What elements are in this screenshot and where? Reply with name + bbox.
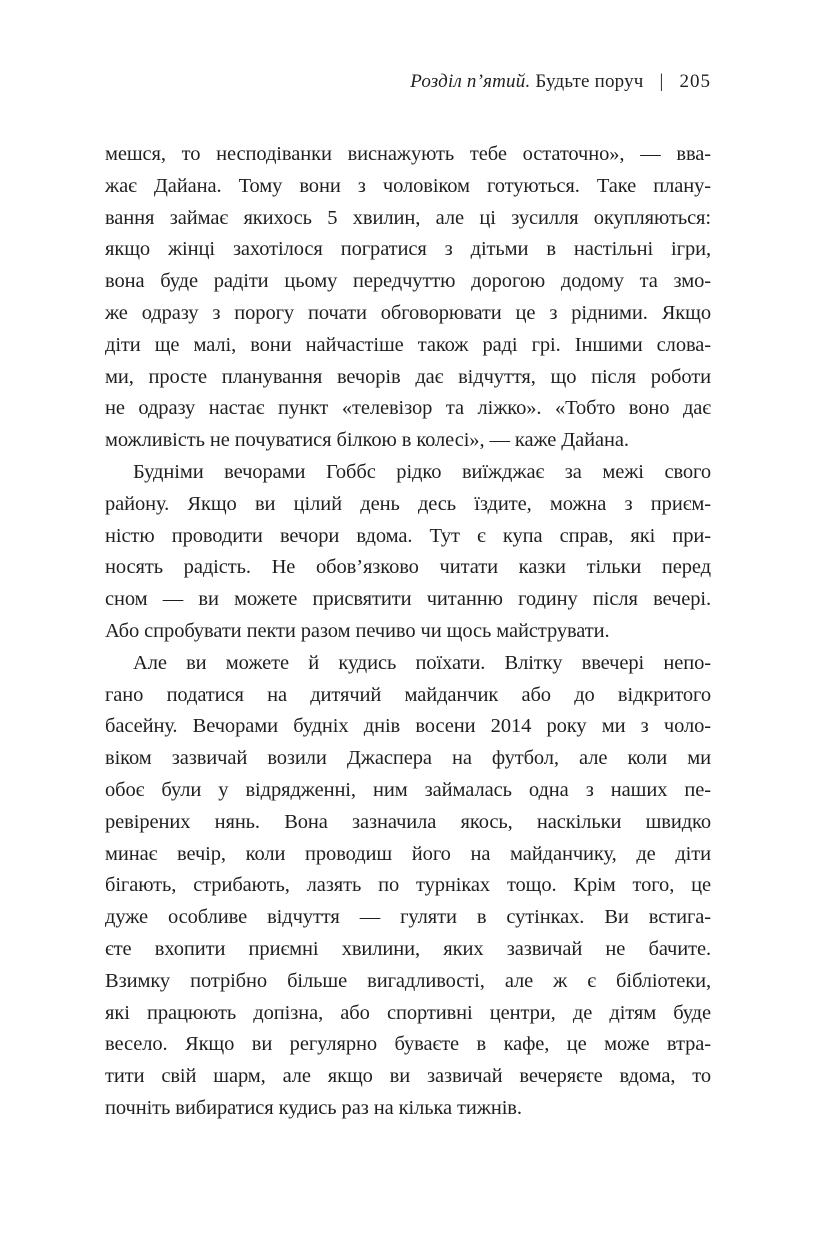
text-line: же одразу з порогу почати обговорювати це з рідними. Якщо [105, 301, 711, 324]
text-line: обоє були у відрядженні, ним займалась одна з наших пе- [105, 778, 711, 801]
text-line: весело. Якщо ви регулярно буваєте в кафе, це може втра- [105, 1033, 711, 1056]
text-line: єте вхопити приємні хвилини, яких зазвичай не бачите. [105, 937, 711, 960]
text-line: ревірених нянь. Вона зазначила якось, наскільки швидко [105, 810, 711, 833]
text-line: вона буде радіти цьому передчуттю дорогою додому та змо- [105, 270, 711, 293]
page-content [105, 0, 711, 1125]
text-line: якщо жінці захотілося погратися з дітьми в настільні ігри, [105, 238, 711, 261]
text-line: діти ще малі, вони найчастіше також раді грі. Іншими слова- [105, 333, 711, 356]
text-line: Будніми вечорами Гоббс рідко виїжджає за межі свого [133, 460, 711, 483]
text-line: не одразу настає пункт «телевізор та ліжко». «Тобто воно дає [105, 397, 711, 420]
section-title: Будьте поруч [535, 71, 644, 92]
chapter-title: Розділ п’ятий. [410, 71, 531, 92]
text-line: минає вечір, коли проводиш його на майданчику, де діти [105, 842, 711, 865]
text-line: жає Дайана. Тому вони з чоловіком готуються. Таке плану- [105, 174, 711, 197]
header-divider: | [659, 71, 664, 92]
text-line: можливість не почуватися білкою в колесі», — каже Дайана. [105, 429, 629, 452]
text-line: бігають, стрибають, лазять по турніках тощо. Крім того, це [105, 874, 711, 897]
text-line: басейну. Вечорами будніх днів восени 2014 року ми з чоло- [105, 715, 711, 738]
text-line: дуже особливе відчуття — гуляти в сутінках. Ви встига- [105, 906, 711, 929]
text-line: тити свій шарм, але якщо ви зазвичай вечеряєте вдома, то [105, 1065, 711, 1088]
text-line: сном — ви можете присвятити читанню годину після вечері. [105, 588, 711, 611]
text-line: почніть вибиратися кудись раз на кілька тижнів. [105, 1096, 522, 1119]
text-line: мешся, то несподіванки виснажують тебе остаточно», — вва- [105, 143, 711, 165]
text-line: гано податися на дитячий майданчик або до відкритого [105, 683, 711, 706]
text-line: Або спробувати пекти разом печиво чи щось майструвати. [105, 619, 610, 642]
page-number: 205 [679, 71, 711, 92]
body-text [105, 139, 711, 1125]
text-line: району. Якщо ви цілий день десь їздите, можна з приєм- [105, 492, 711, 515]
running-header [105, 70, 711, 94]
text-line: носять радість. Не обов’язково читати казки тільки перед [105, 556, 711, 579]
text-line: віком зазвичай возили Джаспера на футбол, але коли ми [105, 747, 711, 770]
text-line: Але ви можете й кудись поїхати. Влітку ввечері непо- [133, 651, 711, 674]
text-line: Взимку потрібно більше вигадливості, але ж є бібліотеки, [105, 969, 711, 992]
text-line: які працюють допізна, або спортивні центри, де дітям буде [105, 1001, 711, 1024]
text-line: вання займає якихось 5 хвилин, але ці зусилля окупляються: [105, 206, 711, 229]
text-line: ністю проводити вечори вдома. Тут є купа справ, які при- [105, 524, 711, 547]
text-line: ми, просте планування вечорів дає відчуття, що після роботи [105, 365, 711, 388]
